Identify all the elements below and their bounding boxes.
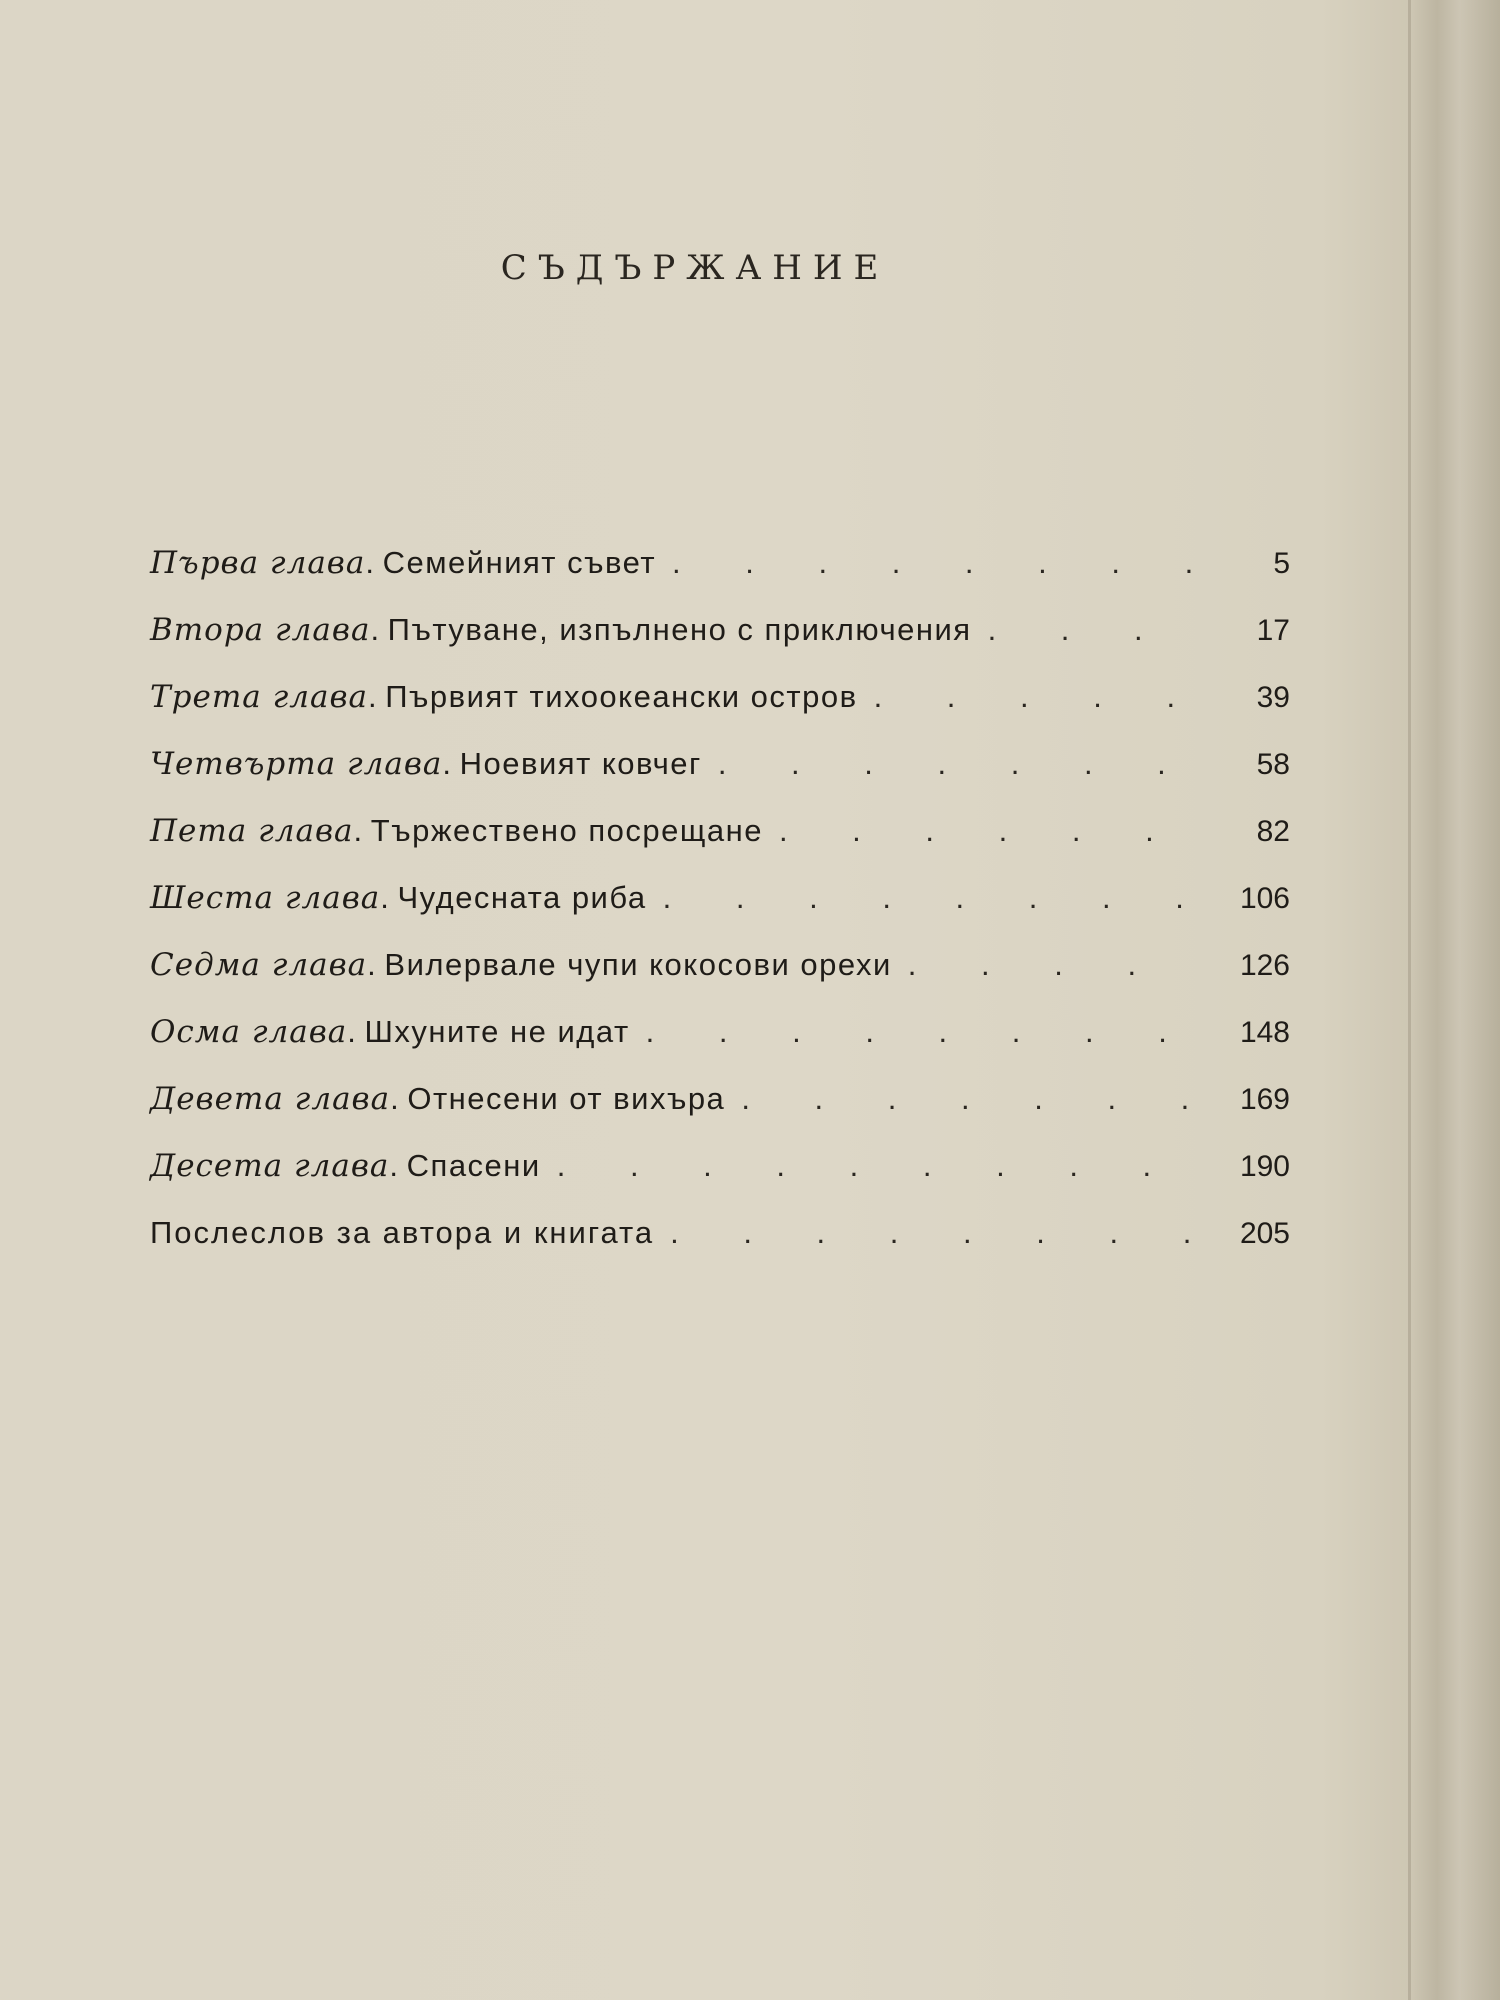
chapter-number: Десета глава	[150, 1148, 390, 1184]
page-number: 106	[1239, 882, 1290, 915]
chapter-number: Първа глава	[150, 545, 366, 581]
page-edge	[1410, 0, 1500, 2000]
page-number: 5	[1273, 547, 1290, 580]
page-number: 58	[1256, 748, 1290, 781]
dot-leader	[725, 1081, 1200, 1117]
chapter-number: Четвърта глава	[150, 746, 443, 782]
toc-entry: Осма глава . Шхуните не идат . . . 148	[150, 1014, 1290, 1081]
chapter-number: Втора глава	[150, 612, 371, 648]
chapter-number: Осма глава	[150, 1014, 348, 1050]
chapter-number: Девета глава	[150, 1081, 391, 1117]
toc-entry: Шеста глава . Чудесната риба . . . 106	[150, 880, 1290, 947]
toc-entry: Десета глава . Спасени . . . 190	[150, 1148, 1290, 1215]
toc-entry: Девета глава . Отнесени от вихъра . . . 169	[150, 1081, 1290, 1148]
chapter-title: Тържествено посрещане	[370, 813, 763, 848]
chapter-title: Първият тихоокеански остров	[385, 679, 858, 714]
chapter-title: Семейният съвет	[382, 545, 657, 580]
page-number: 190	[1239, 1150, 1290, 1183]
chapter-title: Пътуване, изпълнено с приключения	[387, 612, 972, 647]
dot-leader	[656, 545, 1200, 581]
chapter-title: Спасени	[406, 1148, 541, 1183]
toc-entry: Седма глава . Вилервале чупи кокосови орехи . . . 126	[150, 947, 1290, 1014]
chapter-number: Седма глава	[150, 947, 368, 983]
page-number: 126	[1239, 949, 1290, 982]
chapter-title: Ноевият ковчег	[459, 746, 702, 781]
dot-leader	[541, 1148, 1200, 1184]
table-of-contents	[150, 545, 1290, 1282]
page-number: 39	[1256, 681, 1290, 714]
chapter-title: Чудесната риба	[397, 880, 647, 915]
chapter-title: Отнесени от вихъра	[407, 1081, 726, 1116]
page-number: 205	[1239, 1217, 1290, 1250]
dot-leader	[972, 612, 1200, 648]
dot-leader	[892, 947, 1200, 983]
page-number: 169	[1239, 1083, 1290, 1116]
toc-entry-afterword	[150, 1215, 1290, 1282]
toc-entry: Пета глава . Тържествено посрещане . . . 82	[150, 813, 1290, 880]
chapter-title: Шхуните не идат	[364, 1014, 630, 1049]
page-title: СЪДЪРЖАНИЕ	[500, 248, 890, 288]
chapter-number: Пета глава	[150, 813, 354, 849]
chapter-number: Шеста глава	[150, 880, 381, 916]
dot-leader	[702, 746, 1200, 782]
toc-entry: Втора глава . Пътуване, изпълнено с приключения . . . 17	[150, 612, 1290, 679]
afterword-title: Послеслов за автора и книгата	[150, 1215, 655, 1250]
page-number: 148	[1239, 1016, 1290, 1049]
page-number: 82	[1256, 815, 1290, 848]
dot-leader	[647, 880, 1200, 916]
toc-entry: Трета глава . Първият тихоокеански остров . . . 39	[150, 679, 1290, 746]
toc-entry: Четвърта глава . Ноевият ковчег . . . 58	[150, 746, 1290, 813]
dot-leader	[763, 813, 1200, 849]
page-number: 17	[1256, 614, 1290, 647]
chapter-title: Вилервале чупи кокосови орехи	[384, 947, 892, 982]
dot-leader	[630, 1014, 1200, 1050]
chapter-number: Трета глава	[150, 679, 369, 715]
toc-entry: Първа глава . Семейният съвет . . . 5	[150, 545, 1290, 612]
dot-leader	[858, 679, 1200, 715]
dot-leader	[654, 1215, 1200, 1251]
